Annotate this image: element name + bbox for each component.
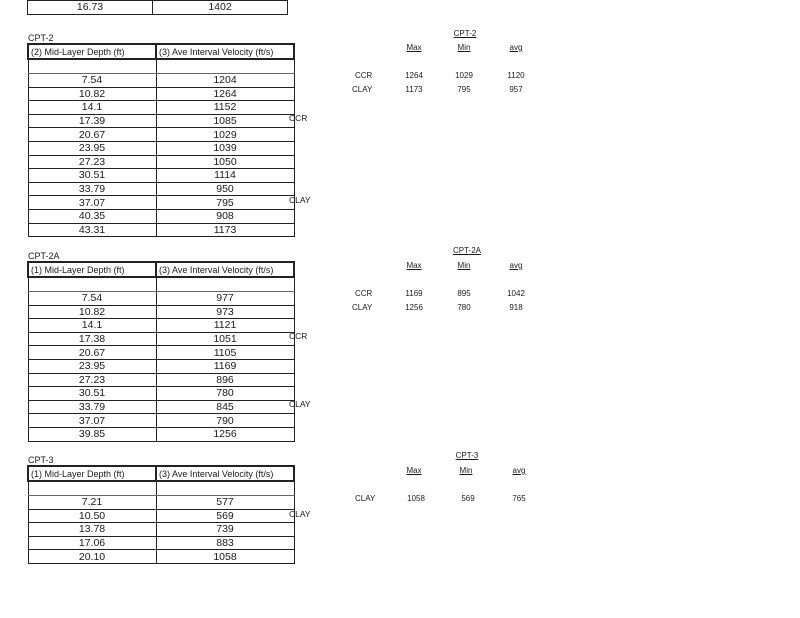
depth-cell: 14.1	[28, 319, 156, 333]
cpt-3-table	[27, 465, 295, 564]
depth-cell: 23.95	[28, 141, 156, 155]
blank-row	[28, 277, 294, 292]
velocity-cell: 1169	[156, 359, 294, 373]
summary-max: 1169	[405, 289, 423, 298]
velocity-cell: 1173	[156, 223, 294, 237]
summary-row-label: CLAY	[352, 303, 373, 312]
velocity-cell: 1058	[156, 550, 294, 564]
summary-max: 1256	[405, 303, 423, 312]
summary-row-label: CCR	[355, 289, 373, 298]
table-title: CPT-2A	[28, 251, 60, 261]
summary-min: 780	[457, 303, 471, 312]
table-row	[28, 509, 294, 523]
velocity-cell: 569	[156, 509, 294, 523]
column-header-velocity: (3) Ave Interval Velocity (ft/s)	[156, 466, 294, 481]
velocity-cell: 1114	[156, 169, 294, 183]
velocity-cell: 908	[156, 209, 294, 223]
summary-header-max: Max	[406, 261, 422, 270]
table-row	[28, 196, 294, 210]
summary-title: CPT-2A	[452, 246, 481, 255]
table-row	[28, 182, 294, 196]
layer-label-clay: CLAY	[289, 195, 311, 205]
table-row	[28, 155, 294, 169]
table-header-row	[28, 44, 294, 59]
table-row	[28, 292, 294, 306]
velocity-cell: 1402	[153, 1, 288, 15]
velocity-cell: 1085	[156, 114, 294, 128]
summary-header-avg: avg	[512, 466, 526, 475]
depth-cell: 37.07	[28, 196, 156, 210]
table-row	[28, 523, 294, 537]
summary-header-max: Max	[406, 43, 422, 52]
velocity-cell: 1039	[156, 141, 294, 155]
summary-max: 1058	[407, 494, 425, 503]
table-row	[28, 427, 294, 441]
depth-cell: 37.07	[28, 414, 156, 428]
velocity-cell: 1152	[156, 101, 294, 115]
depth-cell: 7.54	[28, 74, 156, 88]
table-header-row	[28, 262, 294, 277]
previous-table-fragment	[27, 0, 288, 15]
depth-cell: 20.67	[28, 346, 156, 360]
column-header-velocity: (3) Ave Interval Velocity (ft/s)	[156, 262, 294, 277]
velocity-cell: 1264	[156, 87, 294, 101]
summary-min: 1029	[455, 71, 473, 80]
velocity-cell: 795	[156, 196, 294, 210]
depth-cell: 39.85	[28, 427, 156, 441]
table-row	[28, 169, 294, 183]
table-row	[28, 101, 294, 115]
depth-cell: 13.78	[28, 523, 156, 537]
summary-header-min: Min	[457, 261, 471, 270]
table-row	[28, 400, 294, 414]
summary-header-min: Min	[457, 43, 471, 52]
table-row	[28, 414, 294, 428]
depth-cell: 40.35	[28, 209, 156, 223]
velocity-cell: 977	[156, 292, 294, 306]
velocity-cell: 950	[156, 182, 294, 196]
depth-cell: 14.1	[28, 101, 156, 115]
depth-cell: 27.23	[28, 155, 156, 169]
layer-label-ccr: CCR	[289, 331, 308, 341]
velocity-cell: 973	[156, 305, 294, 319]
blank-row	[28, 481, 294, 496]
summary-row-label: CLAY	[352, 85, 373, 94]
column-header-depth: (1) Mid-Layer Depth (ft)	[28, 466, 156, 481]
depth-cell: 23.95	[28, 359, 156, 373]
velocity-cell: 845	[156, 400, 294, 414]
table-row	[28, 359, 294, 373]
summary-min: 569	[461, 494, 475, 503]
summary-title: CPT-2	[453, 29, 477, 38]
table-row	[28, 346, 294, 360]
summary-avg: 1120	[507, 71, 525, 80]
summary-header-max: Max	[406, 466, 422, 475]
velocity-cell: 780	[156, 387, 294, 401]
table-row	[28, 141, 294, 155]
summary-avg: 918	[509, 303, 523, 312]
velocity-cell: 1050	[156, 155, 294, 169]
layer-label-clay: CLAY	[289, 509, 311, 519]
summary-max: 1264	[405, 71, 423, 80]
table-row	[28, 114, 294, 128]
depth-cell: 17.39	[28, 114, 156, 128]
table-title: CPT-3	[28, 455, 54, 465]
table-header-row	[28, 466, 294, 481]
velocity-cell: 896	[156, 373, 294, 387]
depth-cell: 30.51	[28, 387, 156, 401]
cpt-2-table	[27, 43, 295, 237]
summary-avg: 765	[512, 494, 526, 503]
velocity-cell: 1051	[156, 332, 294, 346]
velocity-cell: 883	[156, 536, 294, 550]
layer-label-clay: CLAY	[289, 399, 311, 409]
table-row	[28, 373, 294, 387]
depth-cell: 43.31	[28, 223, 156, 237]
velocity-cell: 1105	[156, 346, 294, 360]
summary-avg: 957	[509, 85, 523, 94]
table-row	[28, 87, 294, 101]
depth-cell: 10.82	[28, 87, 156, 101]
depth-cell: 7.21	[28, 496, 156, 510]
layer-label-ccr: CCR	[289, 113, 308, 123]
table-row	[28, 536, 294, 550]
depth-cell: 27.23	[28, 373, 156, 387]
velocity-cell: 1121	[156, 319, 294, 333]
table-row	[28, 319, 294, 333]
summary-row-label: CLAY	[355, 494, 376, 503]
table-row	[28, 496, 294, 510]
table-row	[28, 550, 294, 564]
velocity-cell: 739	[156, 523, 294, 537]
depth-cell: 7.54	[28, 292, 156, 306]
summary-title: CPT-3	[455, 451, 479, 460]
summary-min: 795	[457, 85, 471, 94]
table-row	[28, 223, 294, 237]
velocity-cell: 577	[156, 496, 294, 510]
table-row	[28, 332, 294, 346]
table-row	[28, 387, 294, 401]
column-header-depth: (1) Mid-Layer Depth (ft)	[28, 262, 156, 277]
depth-cell: 33.79	[28, 400, 156, 414]
velocity-cell: 1256	[156, 427, 294, 441]
column-header-depth: (2) Mid-Layer Depth (ft)	[28, 44, 156, 59]
summary-header-avg: avg	[509, 261, 523, 270]
cpt-2a-table	[27, 261, 295, 442]
depth-cell: 16.73	[28, 1, 153, 15]
summary-min: 895	[457, 289, 471, 298]
depth-cell: 10.82	[28, 305, 156, 319]
summary-avg: 1042	[507, 289, 525, 298]
velocity-cell: 1029	[156, 128, 294, 142]
blank-row	[28, 59, 294, 74]
depth-cell: 33.79	[28, 182, 156, 196]
table-title: CPT-2	[28, 33, 54, 43]
summary-max: 1173	[405, 85, 423, 94]
table-row	[28, 305, 294, 319]
table-row	[28, 209, 294, 223]
column-header-velocity: (3) Ave Interval Velocity (ft/s)	[156, 44, 294, 59]
depth-cell: 10.50	[28, 509, 156, 523]
depth-cell: 20.67	[28, 128, 156, 142]
depth-cell: 17.38	[28, 332, 156, 346]
summary-header-min: Min	[459, 466, 473, 475]
depth-cell: 20.10	[28, 550, 156, 564]
table-row	[28, 74, 294, 88]
depth-cell: 17.06	[28, 536, 156, 550]
table-row	[28, 1, 288, 15]
summary-row-label: CCR	[355, 71, 373, 80]
velocity-cell: 790	[156, 414, 294, 428]
depth-cell: 30.51	[28, 169, 156, 183]
table-row	[28, 128, 294, 142]
summary-header-avg: avg	[509, 43, 523, 52]
velocity-cell: 1204	[156, 74, 294, 88]
